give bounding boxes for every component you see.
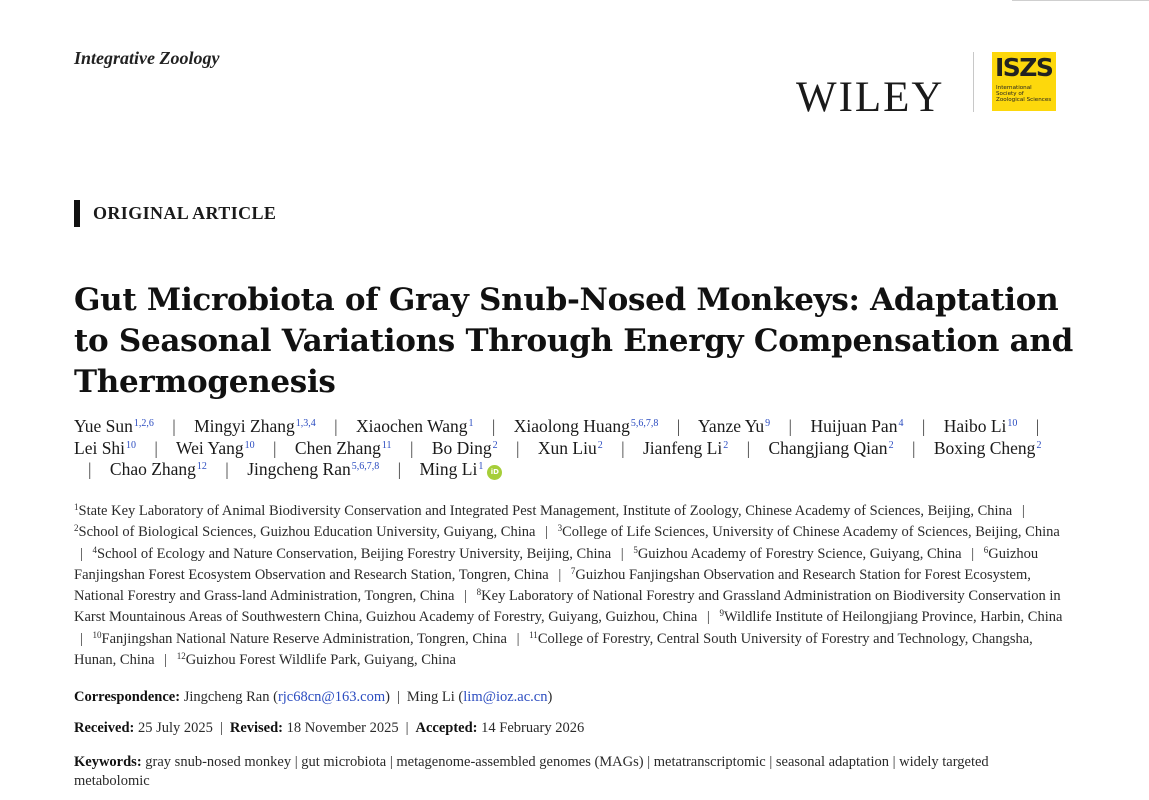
author-name[interactable]: Boxing Cheng$^2$ xyxy=(933,437,1042,458)
author-name[interactable]: Ming Li$^1$ iD xyxy=(419,459,502,479)
author-name[interactable]: Mingyi Zhang$^{1,3,4}$ xyxy=(194,416,316,436)
author-separator: | xyxy=(676,416,681,436)
keyword: seasonal adaptation xyxy=(775,754,889,770)
affiliation: $^9$Wildlife Institute of Heilongjiang Province, Harbin, China xyxy=(719,608,1063,626)
correspondence-label: Correspondence: xyxy=(74,689,181,705)
keyword: metatranscriptomic xyxy=(653,754,766,770)
orcid-icon[interactable]: iD xyxy=(487,465,502,480)
author-affiliation-marker[interactable]: 11 xyxy=(381,439,392,451)
author-name[interactable]: Changjiang Qian$^2$ xyxy=(768,437,894,458)
affiliation-separator: | xyxy=(558,566,562,583)
affiliation-separator: | xyxy=(706,609,710,626)
affiliation-separator: | xyxy=(545,524,548,541)
keyword: metagenome-assembled genomes (MAGs) xyxy=(396,754,644,770)
author-affiliation-marker[interactable]: 1,3,4 xyxy=(295,418,316,429)
author-separator: | xyxy=(516,437,520,458)
author-list xyxy=(74,416,1064,481)
author-affiliation-marker[interactable]: 5,6,7,8 xyxy=(351,461,380,472)
affiliation-separator: | xyxy=(464,588,468,605)
author-affiliation-marker[interactable]: 1 xyxy=(478,461,484,472)
author-affiliation-marker[interactable]: 5,6,7,8 xyxy=(630,418,659,429)
author-separator: | xyxy=(172,416,176,436)
top-edge-rule xyxy=(1012,0,1149,1)
keyword: widely targeted metabolomic xyxy=(74,754,989,789)
received-date: 25 July 2025 xyxy=(138,720,213,736)
keyword: gray snub-nosed monkey xyxy=(145,754,292,770)
affiliation-separator: | xyxy=(80,545,83,562)
author-affiliation-marker[interactable]: 1 xyxy=(468,418,474,429)
author-separator: | xyxy=(334,416,338,436)
affiliation-separator: | xyxy=(164,652,168,669)
affiliation-separator: | xyxy=(971,545,975,562)
affiliation: $^{11}$College of Forestry, Central South University of Forestry and Technology, Changsha, Hunan, China xyxy=(74,629,1033,669)
author-separator: | xyxy=(911,437,916,458)
keywords xyxy=(74,753,1064,791)
author-separator: | xyxy=(1035,416,1040,436)
author-separator: | xyxy=(225,459,229,479)
article-type-bar xyxy=(74,200,80,227)
affiliation: $^8$Key Laboratory of National Forestry and Grassland Administration on Biodiversity Conservation in Karst Mountainous Areas of Southwestern China, Guizhou Academy of Forestry, Guiyang, Guizhou, China xyxy=(74,587,1061,626)
author-name[interactable]: Chao Zhang$^{12}$ xyxy=(109,459,207,479)
affiliation: $^1$State Key Laboratory of Animal Biodiversity Conservation and Integrated Pest Management, Institute of Zoology, Chinese Academy of Sciences, Beijing, China xyxy=(74,502,1013,519)
journal-title[interactable]: Integrative Zoology xyxy=(74,48,220,68)
author-affiliation-marker[interactable]: 2 xyxy=(723,439,729,451)
affiliation-separator: | xyxy=(1021,503,1025,519)
correspondent-email[interactable]: lim@ioz.ac.cn xyxy=(463,689,548,705)
author-name[interactable]: Yue Sun$^{1,2,6}$ xyxy=(74,416,154,436)
author-affiliation-marker[interactable]: 2 xyxy=(597,439,603,451)
author-name[interactable]: Chen Zhang$^{11}$ xyxy=(294,437,392,458)
affiliation: $^5$Guizhou Academy of Forestry Science, Guiyang, China xyxy=(633,544,962,562)
author-affiliation-marker[interactable]: 10 xyxy=(126,439,137,451)
revised-label: Revised: xyxy=(229,720,284,736)
accepted-date: 14 February 2026 xyxy=(481,720,585,736)
article-dates: Received: 25 July 2025 | Revised: 18 November 2025 | Accepted: 14 February 2026 xyxy=(74,720,585,736)
author-name[interactable]: Xiaochen Wang$^1$ xyxy=(355,416,474,436)
author-name[interactable]: Huijuan Pan$^4$ xyxy=(810,416,904,436)
article-type xyxy=(74,200,276,227)
society-full-name: International Society of Zoological Sciences xyxy=(996,85,1052,103)
author-name[interactable]: Jianfeng Li$^2$ xyxy=(643,437,729,458)
received-label: Received: xyxy=(74,720,135,736)
author-name[interactable]: Jingcheng Ran$^{5,6,7,8}$ xyxy=(247,459,380,479)
author-name[interactable]: Xiaolong Huang$^{5,6,7,8}$ xyxy=(513,416,659,436)
author-name[interactable]: Haibo Li$^{10}$ xyxy=(943,416,1018,436)
affiliation-list xyxy=(74,501,1064,671)
author-separator: | xyxy=(788,416,793,436)
author-separator: | xyxy=(397,459,402,479)
affiliation: $^4$School of Ecology and Nature Conservation, Beijing Forestry University, Beijing, China xyxy=(92,544,612,562)
author-separator: | xyxy=(409,437,414,458)
author-affiliation-marker[interactable]: 10 xyxy=(244,439,255,451)
author-separator: | xyxy=(921,416,926,436)
affiliation-separator: | xyxy=(516,630,520,647)
keyword-list: gray snub-nosed monkey | gut microbiota | metagenome-assembled genomes (MAGs) | metatranscriptomic | seasonal adaptation | widely targeted metabolomic xyxy=(74,754,989,789)
author-name[interactable]: Bo Ding$^2$ xyxy=(431,437,498,458)
accepted-label: Accepted: xyxy=(415,720,478,736)
keyword: gut microbiota xyxy=(301,754,387,770)
author-separator: | xyxy=(273,437,277,458)
article-title: Gut Microbiota of Gray Snub-Nosed Monkeys: Adaptation to Seasonal Variations Through Energy Compensation and Thermogenesis xyxy=(74,282,1074,400)
affiliation-separator: | xyxy=(620,545,624,562)
affiliation: $^2$School of Biological Sciences, Guizhou Education University, Guiyang, China xyxy=(74,523,536,541)
correspondence: Correspondence: Jingcheng Ran (rjc68cn@163.com) | Ming Li (lim@ioz.ac.cn) xyxy=(74,689,553,705)
author-affiliation-marker[interactable]: 2 xyxy=(492,439,498,451)
author-separator: | xyxy=(88,459,92,479)
publisher-logo[interactable]: WILEY xyxy=(796,74,945,121)
author-affiliation-marker[interactable]: 12 xyxy=(196,461,207,472)
society-abbr: ISZS xyxy=(995,53,1053,82)
author-name[interactable]: Wei Yang$^{10}$ xyxy=(176,437,255,458)
author-separator: | xyxy=(491,416,496,436)
author-separator: | xyxy=(621,437,625,458)
author-affiliation-marker[interactable]: 4 xyxy=(898,418,904,429)
affiliation: $^7$Guizhou Fanjingshan Observation and Research Station for Forest Ecosystem, National Forestry and Grass-land Administration, Tongren, China xyxy=(74,565,1031,605)
author-affiliation-marker[interactable]: 1,2,6 xyxy=(133,418,154,429)
author-affiliation-marker[interactable]: 2 xyxy=(888,439,894,451)
affiliation: $^3$College of Life Sciences, University of Chinese Academy of Sciences, Beijing, China xyxy=(557,523,1060,541)
author-name[interactable]: Xun Liu$^2$ xyxy=(537,437,603,458)
article-type-label: ORIGINAL ARTICLE xyxy=(93,203,277,223)
author-affiliation-marker[interactable]: 10 xyxy=(1007,418,1018,429)
society-logo[interactable] xyxy=(992,52,1056,111)
author-separator: | xyxy=(746,437,751,458)
author-name[interactable]: Lei Shi$^{10}$ xyxy=(74,437,137,458)
author-affiliation-marker[interactable]: 9 xyxy=(765,418,771,429)
affiliation: $^6$Guizhou Fanjingshan Forest Ecosystem Observation and Research Station, Tongren, China xyxy=(74,544,1039,583)
author-separator: | xyxy=(154,437,158,458)
affiliation-separator: | xyxy=(80,630,83,647)
affiliation: $^{10}$Fanjingshan National Nature Reserve Administration, Tongren, China xyxy=(92,629,507,647)
affiliation: $^{12}$Guizhou Forest Wildlife Park, Guiyang, China xyxy=(176,651,456,669)
correspondent-name: Ming Li xyxy=(406,689,455,705)
logo-divider xyxy=(973,52,974,112)
correspondent-email[interactable]: rjc68cn@163.com xyxy=(277,689,386,705)
author-name[interactable]: Yanze Yu$^9$ xyxy=(698,416,771,436)
correspondent-name: Jingcheng Ran xyxy=(183,689,270,705)
revised-date: 18 November 2025 xyxy=(286,720,399,736)
keywords-label: Keywords: xyxy=(74,754,142,770)
author-affiliation-marker[interactable]: 2 xyxy=(1036,439,1042,451)
